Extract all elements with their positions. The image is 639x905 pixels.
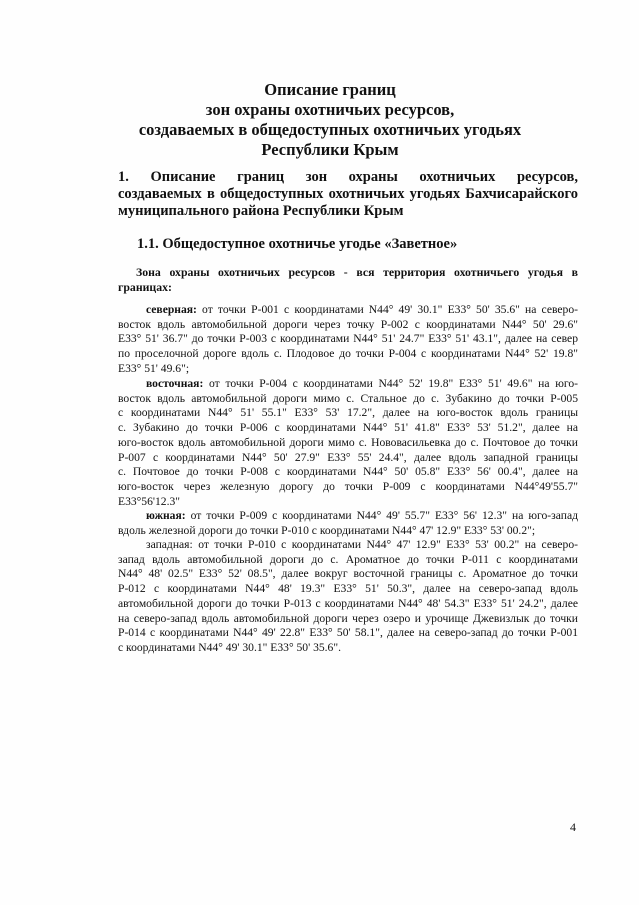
boundary-line: юго-восток вдоль автомобильной дороги мимо с. Нововасильевка до с. Почтовое до точки [118,435,578,449]
boundary-line: N44° 48' 02.5" E33° 52' 08.5", далее вокруг восточной границы с. Ароматное до точки [118,567,578,581]
boundary-line: вдоль железной дороги до точки Р-010 с координатами N44° 47' 12.9" E33° 53' 00.2"; [118,523,536,537]
boundary-line: по проселочной дороге вдоль с. Плодовое до точки Р-004 с координатами N44° 52' 19.8" [118,347,578,361]
subsection-heading: 1.1. Общедоступное охотничье угодье «Заветное» [137,236,458,252]
boundary-line: E33° 51' 36.7" до точки Р-003 с координатами N44° 51' 24.7" E33° 51' 43.1", далее на север [118,332,578,346]
zone-intro-line: границах: [118,280,172,294]
boundary-line: Р-014 с координатами N44° 49' 22.8" E33° 50' 58.1", далее на северо-запад до точки Р-001 [118,626,578,640]
zone-intro [118,265,578,295]
boundary-line [118,377,578,392]
boundary-west [118,538,578,656]
boundary-label: северная: [146,303,197,316]
boundary-line: с. Зубакино до точки Р-006 с координатами N44° 51' 41.8" E33° 53' 51.2", далее на [118,421,578,435]
boundary-line [118,509,578,524]
boundary-text: от точки Р-001 с координатами N44° 49' 30.1" E33° 50' 35.6" на северо- [196,303,578,316]
boundary-line: E33° 51' 49.6"; [118,361,190,375]
section-heading-line: создаваемых в общедоступных охотничьих угодьях Бахчисарайского [118,186,578,202]
boundary-line: E33°56'12.3" [118,494,181,508]
boundary-line: юго-восток через железную дорогу до точки Р-009 с координатами N44°49'55.7" [118,479,578,493]
title-line: Республики Крым [261,140,399,159]
page-number: 4 [570,820,576,834]
boundary-label: восточная: [146,377,204,390]
boundary-line [118,538,578,553]
document-title [60,80,600,160]
boundary-label: южная: [146,509,186,522]
boundary-text: от точки Р-009 с координатами N44° 49' 55.7" E33° 56' 12.3" на юго-запад [185,509,578,522]
boundary-line [118,303,578,318]
boundary-line: запад вдоль автомобильной дороги до с. Ароматное до точки Р-011 с координатами [118,552,578,566]
section-heading [118,169,578,220]
section-heading-line: муниципального района Республики Крым [118,203,404,219]
title-line: создаваемых в общедоступных охотничьих угодьях [138,120,522,139]
boundary-line: восток вдоль автомобильной дороги мимо с. Стальное до с. Зубакино до точки Р-005 [118,391,578,405]
boundary-line: Р-012 с координатами N44° 48' 19.3" E33° 51' 50.3", далее на северо-запад вдоль [118,582,578,596]
boundary-line: с. Почтовое до точки Р-008 с координатами N44° 50' 05.8" E33° 56' 00.4", далее на [118,465,578,479]
boundary-line: с координатами N44° 49' 30.1" E33° 50' 35.6". [118,640,341,654]
boundary-text: от точки Р-004 с координатами N44° 52' 19.8" E33° 51' 49.6" на юго- [203,377,578,390]
boundary-label: западная: [146,538,193,551]
boundary-line: Р-007 с координатами N44° 50' 27.9" E33° 55' 24.4", далее вдоль западной границы [118,450,578,464]
title-line: Описание границ [264,80,396,99]
boundary-line: на северо-запад вдоль автомобильной дороги через озеро и урочище Джевизлык до точки [118,611,578,625]
boundary-east [118,377,578,509]
zone-intro-line: Зона охраны охотничьих ресурсов - вся территория охотничьего угодья в [136,265,578,279]
boundary-line: автомобильной дороги до точки Р-013 с координатами N44° 48' 54.3" E33° 51' 24.2", далее [118,596,578,610]
section-heading-line: 1. Описание границ зон охраны охотничьих ресурсов, [118,169,578,185]
boundary-south [118,509,578,538]
boundary-text: от точки Р-010 с координатами N44° 47' 12.9" E33° 53' 00.2" на северо- [192,538,578,551]
boundary-north [118,303,578,377]
boundary-line: восток вдоль автомобильной дороги через точку Р-002 с координатами N44° 50' 29.6" [118,317,578,331]
boundary-line: с координатами N44° 51' 55.1" E33° 53' 17.2", далее на юго-восток вдоль границы [118,406,578,420]
title-line: зон охраны охотничьих ресурсов, [205,100,455,119]
